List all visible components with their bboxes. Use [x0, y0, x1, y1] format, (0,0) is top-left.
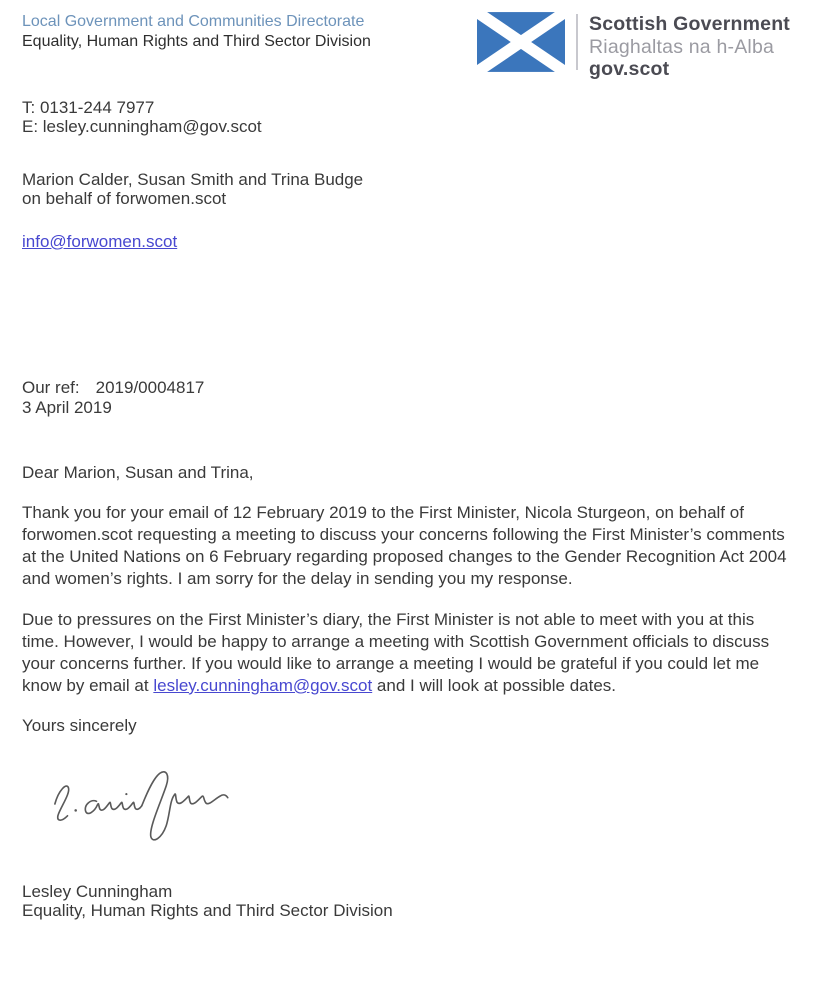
scottish-government-logo	[477, 12, 790, 81]
lesley-email-link[interactable]: lesley.cunningham@gov.scot	[153, 675, 373, 695]
salutation: Dear Marion, Susan and Trina,	[22, 462, 254, 482]
letter-date: 3 April 2019	[22, 397, 112, 417]
reference-number: 2019/0004817	[95, 377, 205, 397]
directorate-name: Local Government and Communities Directorate	[22, 13, 365, 30]
logo-domain: gov.scot	[589, 58, 670, 81]
addressee-block	[22, 170, 790, 208]
paragraph-1: Thank you for your email of 12 February 2019 to the First Minister, Nicola Sturgeon, on behalf of forwomen.scot requesting a meeting to discuss your concerns following the First Minister’s comments at the United Nations on 6 February regarding proposed changes to the Gender Recognition Act 2004 and women’s rights. I am sorry for the delay in sending you my response.	[22, 502, 787, 588]
signoff-name: Lesley Cunningham	[22, 881, 173, 901]
contact-block	[22, 98, 790, 136]
addressee-on-behalf: on behalf of forwomen.scot	[22, 188, 227, 208]
logo-gaelic-title: Riaghaltas na h-Alba	[589, 35, 775, 58]
paragraph-2-before: Due to pressures on the First Minister’s diary, the First Minister is not able to meet with you at this time. However, I would be happy to arrange a meeting with Scottish Government officials to discuss your concerns further. If you would like to arrange a meeting I would be grateful if you could let me know by email at	[22, 609, 770, 695]
addressee-names: Marion Calder, Susan Smith and Trina Budge	[22, 169, 364, 189]
contact-email: E: lesley.cunningham@gov.scot	[22, 116, 262, 136]
department-block	[22, 10, 371, 51]
division-name: Equality, Human Rights and Third Sector Division	[22, 33, 371, 50]
logo-text-block	[589, 12, 790, 81]
paragraph-2-after: and I will look at possible dates.	[372, 675, 617, 695]
signoff-division: Equality, Human Rights and Third Sector Division	[22, 900, 393, 920]
reference-line	[22, 378, 790, 398]
closing-phrase: Yours sincerely	[22, 715, 137, 735]
logo-title: Scottish Government	[589, 13, 790, 35]
handwritten-signature	[32, 766, 247, 852]
forwomen-email-link[interactable]: info@forwomen.scot	[22, 231, 178, 251]
paragraph-2	[22, 609, 790, 697]
addressee-email-row	[22, 232, 790, 252]
reference-block	[22, 378, 790, 418]
contact-phone: T: 0131-244 7977	[22, 97, 155, 117]
logo-divider	[576, 14, 578, 70]
letter-header	[22, 10, 790, 81]
reference-label: Our ref:	[22, 377, 80, 397]
saltire-flag-icon	[477, 12, 565, 72]
signoff-block	[22, 882, 790, 920]
